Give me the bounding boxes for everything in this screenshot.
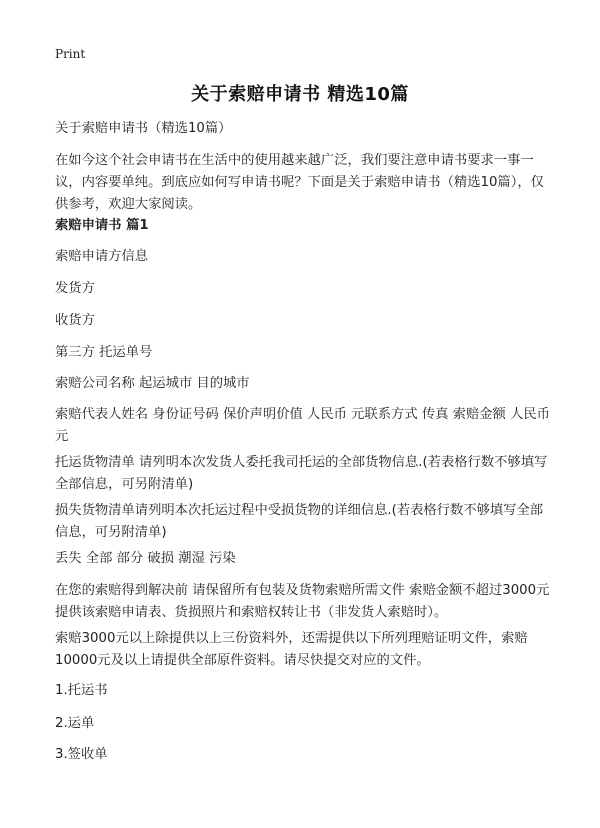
print-label[interactable]: Print — [55, 47, 86, 61]
third-party-label: 第三方 托运单号 — [55, 345, 153, 360]
damaged-goods-paragraph: 损失货物清单请列明本次托运过程中受损货物的详细信息.(若表格行数不够填写全部信息，可另附清单) — [55, 503, 544, 540]
representative-info-paragraph: 索赔代表人姓名 身份证号码 保价声明价值 人民币 元联系方式 传真 索赔金额 人民币 元 — [55, 407, 550, 444]
shipper-label: 发货方 — [55, 281, 95, 296]
intro-subtitle: 关于索赔申请书（精选10篇） — [55, 121, 232, 136]
damage-type-line: 丢失 全部 部分 破损 潮湿 污染 — [55, 551, 236, 566]
consignee-label: 收货方 — [55, 313, 95, 328]
section-heading: 索赔申请书 篇1 — [55, 218, 149, 233]
company-info-label: 索赔公司名称 起运城市 目的城市 — [55, 376, 250, 391]
claimant-info-label: 索赔申请方信息 — [55, 249, 149, 264]
shipment-list-paragraph: 托运货物清单 请列明本次发货人委托我司托运的全部货物信息.(若表格行数不够填写全部信息，可另附清单) — [55, 455, 548, 492]
intro-paragraph: 在如今这个社会申请书在生活中的使用越来越广泛，我们要注意申请书要求一事一议，内容要单纯。到底应如何写申请书呢？下面是关于索赔申请书（精选10篇），仅供参考，欢迎大家阅读。 — [55, 153, 544, 212]
list-item-2: 2.运单 — [55, 716, 95, 731]
list-item-3: 3.签收单 — [55, 747, 108, 762]
large-claim-paragraph: 索赔3000元以上除提供以上三份资料外，还需提供以下所列理赔证明文件，索赔10000元及以上请提供全部原件资料。请尽快提交对应的文件。 — [55, 631, 528, 668]
pending-claim-paragraph: 在您的索赔得到解决前 请保留所有包装及货物索赔所需文件 索赔金额不超过3000元提供该索赔申请表、货损照片和索赔权转让书（非发货人索赔时）。 — [55, 583, 550, 620]
document-title: 关于索赔申请书 精选10篇 — [191, 84, 409, 105]
list-item-1: 1.托运书 — [55, 683, 108, 698]
